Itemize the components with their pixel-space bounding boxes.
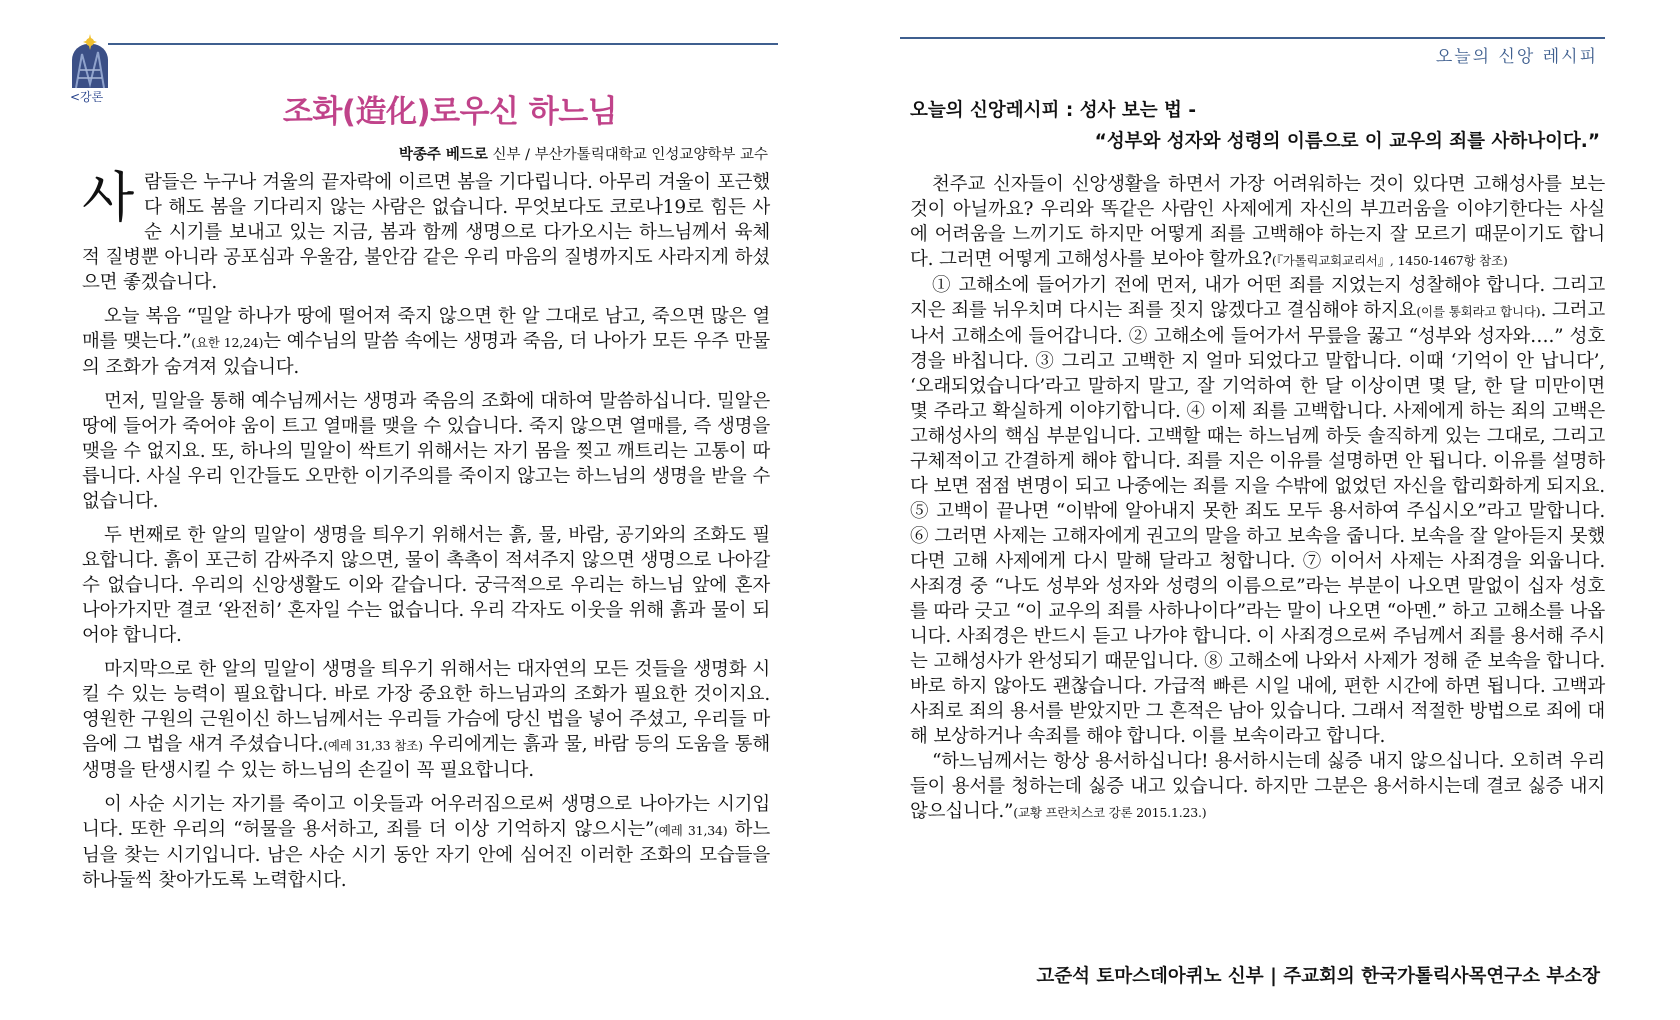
right-page bbox=[880, 0, 1680, 1020]
paragraph-2: 오늘 복음 “밀알 하나가 땅에 떨어져 죽지 않으면 한 알 그대로 남고, 죽으면 많은 열매를 맺는다.”(요한 12,24)는 예수님의 말씀 속에는 생명과 죽음, 더 나아가 모든 우주 만물의 조화가 숨겨져 있습니다. bbox=[82, 306, 770, 378]
paragraph-1: 사람들은 누구나 겨울의 끝자락에 이르면 봄을 기다립니다. 아무리 겨울이 포근했다 해도 봄을 기다리지 않는 사람은 없습니다. 무엇보다도 코로나19로 힘든 사순 시기를 보내고 있는 지금, 봄과 함께 생명으로 다가오시는 하느님께서 육체적 질병뿐 아니라 공포심과 우울감, 불안감 같은 우리 마음의 질병까지도 사라지게 하셨으면 좋겠습니다. bbox=[82, 166, 771, 293]
drop-cap: 사 bbox=[82, 166, 134, 229]
paragraph-4: 두 번째로 한 알의 밀알이 생명을 틔우기 위해서는 흙, 물, 바람, 공기와의 조화도 필요합니다. 흙이 포근히 감싸주지 않으면, 물이 촉촉이 적셔주지 않으면 생명으로 나아갈 수 없습니다. 우리의 신앙생활도 이와 같습니다. 궁극적으로 우리는 하느님 앞에 혼자 나아가지만 결코 ‘완전히’ 혼자일 수는 없습니다. 우리 각자도 이웃을 위해 흙과 물이 되어야 합니다. bbox=[82, 525, 770, 646]
author-affiliation: 신부 / 부산가톨릭대학교 인성교양학부 교수 bbox=[492, 147, 768, 163]
byline bbox=[399, 143, 768, 164]
recipe-body bbox=[910, 172, 1605, 825]
sermon-logo-icon bbox=[70, 34, 110, 90]
note-ref: (이를 통회라고 합니다) bbox=[1416, 304, 1541, 319]
author-name: 박종주 베드로 bbox=[398, 147, 488, 163]
paragraph-5: 마지막으로 한 알의 밀알이 생명을 틔우기 위해서는 대자연의 모든 것들을 생명화 시킬 수 있는 능력이 필요합니다. 바로 가장 중요한 하느님과의 조화가 필요한 것이지요. 영원한 구원의 근원이신 하느님께서는 우리들 가슴에 당신 법을 넣어 주셨고, 우리들 마음에 그 법을 새겨 주셨습니다.(예레 31,33 참조) 우리에게는 흙과 물, 바람 등의 도움을 통해 생명을 탄생시킬 수 있는 하느님의 손길이 꼭 필요합니다. bbox=[82, 659, 771, 781]
article-body bbox=[82, 166, 771, 902]
recipe-subtitle: “성부와 성자와 성령의 이름으로 이 교우의 죄를 사하나이다.” bbox=[1094, 131, 1600, 152]
homily-ref: (교황 프란치스코 강론 2015.1.23.) bbox=[1013, 805, 1207, 820]
scripture-ref: (요한 12,24) bbox=[191, 335, 264, 350]
article-title: 조화(造化)로우신 하느님 bbox=[282, 94, 618, 130]
paragraph-2: ① 고해소에 들어가기 전에 먼저, 내가 어떤 죄를 지었는지 성찰해야 합니다. 그리고 지은 죄를 뉘우치며 다시는 죄를 짓지 않겠다고 결심해야 하지요(이를 통회라고 합니다). 그러고 나서 고해소에 들어갑니다. ② 고해소에 들어가서 무릎을 꿇고 “성부와 성자와….” 성호경을 바칩니다. ③ 그리고 고백한 지 얼마 되었다고 말합니다. 이때 ‘기억이 안 납니다’, ‘오래되었습니다’라고 말하지 말고, 잘 기억하여 한 달 이상이면 몇 달, 한 달 미만이면 몇 주라고 확실하게 이야기합니다. ④ 이제 죄를 고백합니다. 사제에게 하는 죄의 고백은 고해성사의 핵심 부분입니다. 고백할 때는 하느님께 하듯 솔직하게 있는 그대로, 그리고 구체적이고 간결하게 해야 합니다. 죄를 지은 이유를 설명하면 안 됩니다. 이유를 설명하다 보면 점점 변명이 되고 나중에는 죄를 지을 수밖에 없었던 자신을 합리화하게 되지요. ⑤ 고백이 끝나면 “이밖에 알아내지 못한 죄도 모두 용서하여 주십시오”라고 말합니다. ⑥ 그러면 사제는 고해자에게 권고의 말을 하고 보속을 줍니다. 보속을 잘 알아듣지 못했다면 고해 사제에게 다시 말해 달라고 청합니다. ⑦ 이어서 사제는 사죄경을 외웁니다. 사죄경 중 “나도 성부와 성자와 성령의 이름으로”라는 부분이 나오면 말없이 십자 성호를 따라 긋고 “이 교우의 죄를 사하나이다”라는 말이 나오면 “아멘.” 하고 고해소를 나옵니다. 사죄경은 반드시 듣고 나가야 합니다. 이 사죄경으로써 주님께서 죄를 용서해 주시는 고해성사가 완성되기 때문입니다. ⑧ 고해소에 나와서 사제가 정해 준 보속을 합니다. 바로 하지 않아도 괜찮습니다. 가급적 빠른 시일 내에, 편한 시간에 하면 됩니다. 고백과 사죄로 죄의 용서를 받았지만 그 흔적은 남아 있습니다. 그래서 적절한 방법으로 죄에 대해 보상하거나 속죄를 해야 합니다. 이를 보속이라고 합니다. bbox=[910, 275, 1606, 747]
catechism-ref: (『가톨릭교회교리서』, 1450-1467항 참조) bbox=[1271, 253, 1508, 268]
recipe-title: 오늘의 신앙레시피 : 성사 보는 법 - bbox=[910, 100, 1197, 121]
paragraph-3: 먼저, 밀알을 통해 예수님께서는 생명과 죽음의 조화에 대하여 말씀하십니다. 밀알은 땅에 들어가 죽어야 움이 트고 열매를 맺을 수 있습니다. 죽지 않으면 열매를, 즉 생명을 맺을 수 없지요. 또, 하나의 밀알이 싹트기 위해서는 자기 몸을 찢고 깨트리는 고통이 따릅니다. 사실 우리 인간들도 오만한 이기주의를 죽이지 않고는 하느님의 생명을 받을 수 없습니다. bbox=[82, 391, 770, 512]
paragraph-3: “하느님께서는 항상 용서하십니다! 용서하시는데 싫증 내지 않으십니다. 오히려 우리들이 용서를 청하는데 싫증 내고 있습니다. 하지만 그분은 용서하시는데 결코 싫증 내지 않으십니다.”(교황 프란치스코 강론 2015.1.23.) bbox=[910, 751, 1605, 822]
logo-caption: <강론 bbox=[70, 90, 104, 104]
section-header: 오늘의 신앙 레시피 bbox=[1435, 47, 1598, 67]
author-signature: 고준석 토마스데아퀴노 신부 | 주교회의 한국가톨릭사목연구소 부소장 bbox=[1036, 966, 1600, 987]
scripture-ref: (예레 31,33 참조) bbox=[323, 738, 423, 753]
scripture-ref: (예레 31,34) bbox=[654, 823, 728, 838]
header-rule bbox=[900, 37, 1605, 39]
header-rule bbox=[108, 43, 778, 45]
paragraph-1: 천주교 신자들이 신앙생활을 하면서 가장 어려워하는 것이 있다면 고해성사를 보는 것이 아닐까요? 우리와 똑같은 사람인 사제에게 자신의 부끄러움을 이야기한다는 사실에 어려움을 느끼기도 하지만 어떻게 죄를 고백해야 하는지 잘 모르기 때문이기도 합니다. 그러면 어떻게 고해성사를 보아야 할까요?(『가톨릭교회교리서』, 1450-1467항 참조) bbox=[910, 174, 1605, 270]
paragraph-6: 이 사순 시기는 자기를 죽이고 이웃들과 어우러짐으로써 생명으로 나아가는 시기입니다. 또한 우리의 “허물을 용서하고, 죄를 더 이상 기억하지 않으시는”(예레 31,34) 하느님을 찾는 시기입니다. 남은 사순 시기 동안 자기 안에 심어진 이러한 조화의 모습들을 하나둘씩 찾아가도록 노력합시다. bbox=[82, 794, 770, 891]
